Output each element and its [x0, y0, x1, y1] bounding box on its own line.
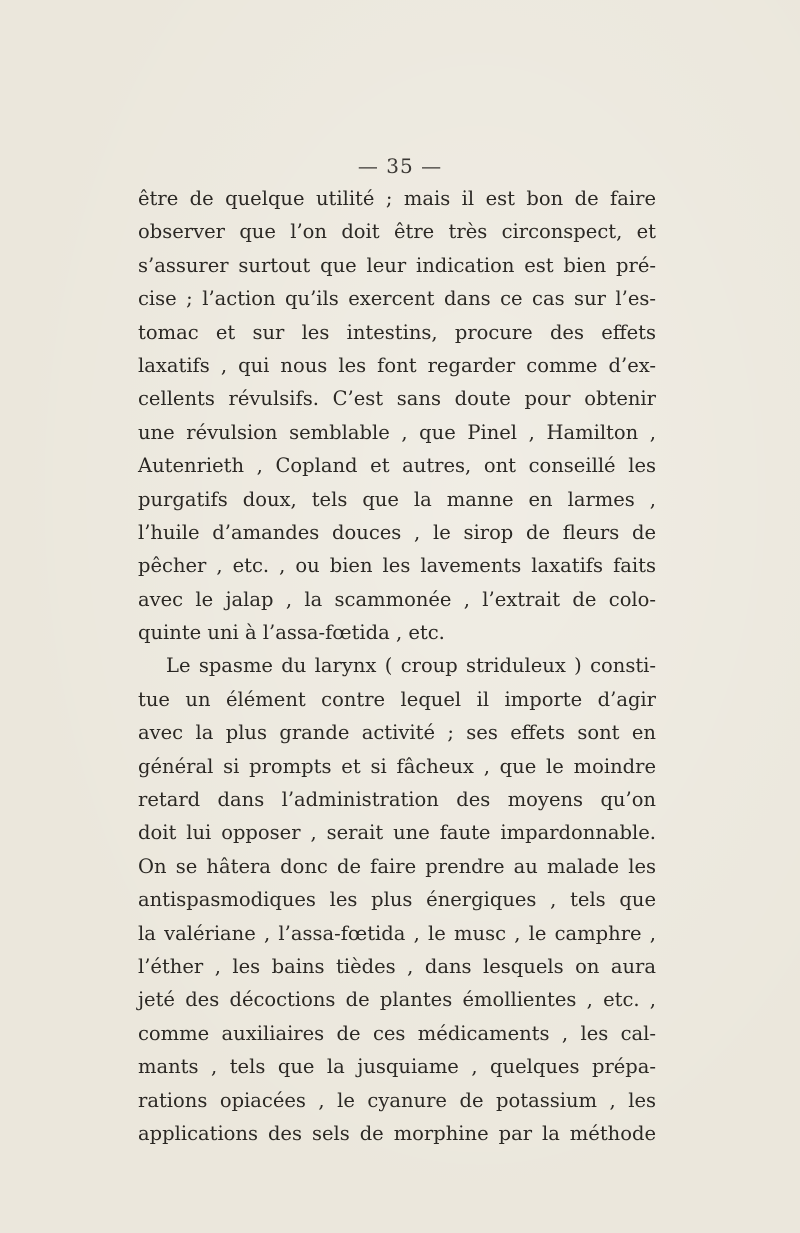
text-line: pêcher , etc. , ou bien les lavements laxatifs faits — [138, 554, 656, 578]
text-line: On se hâtera donc de faire prendre au malade les — [138, 854, 656, 878]
text-line: observer que l’on doit être très circonspect, et — [138, 220, 656, 244]
text-line: mants , tels que la jusquiame , quelques prépa- — [138, 1055, 656, 1079]
text-line: purgatifs doux, tels que la manne en larmes , — [138, 487, 656, 511]
text-line: la valériane , l’assa-fœtida , le musc , le camphre , — [138, 921, 656, 945]
text-line: Le spasme du larynx ( croup striduleux ) consti- — [166, 654, 656, 678]
text-line: l’éther , les bains tièdes , dans lesquels on aura — [138, 954, 656, 978]
text-line: général si prompts et si fâcheux , que le moindre — [138, 754, 656, 778]
text-line: s’assurer surtout que leur indication est bien pré- — [138, 253, 656, 277]
text-line: être de quelque utilité ; mais il est bon de faire — [138, 187, 656, 210]
text-line: une révulsion semblable , que Pinel , Hamilton , — [138, 420, 656, 444]
text-line: applications des sels de morphine par la méthode — [138, 1121, 656, 1145]
text-line: jeté des décoctions de plantes émollientes , etc. , — [138, 988, 656, 1012]
text-line: rations opiacées , le cyanure de potassium , les — [138, 1088, 656, 1112]
text-line: laxatifs , qui nous les font regarder comme d’ex- — [138, 353, 656, 377]
text-line: cise ; l’action qu’ils exercent dans ce cas sur l’es- — [138, 287, 656, 311]
text-line: quinte uni à l’assa-fœtida , etc. — [138, 621, 445, 645]
text-line: cellents révulsifs. C’est sans doute pour obtenir — [138, 387, 656, 411]
text-line: avec la plus grande activité ; ses effets sont en — [138, 721, 656, 745]
page-number: — 35 — — [357, 154, 443, 178]
text-line: tue un élément contre lequel il importe d’agir — [138, 687, 656, 711]
text-line: antispasmodiques les plus énergiques , tels que — [138, 888, 656, 912]
text-line: comme auxiliaires de ces médicaments , les cal- — [138, 1021, 656, 1045]
text-line: l’huile d’amandes douces , le sirop de fleurs de — [138, 520, 656, 544]
text-line: retard dans l’administration des moyens qu’on — [138, 788, 656, 812]
text-line: tomac et sur les intestins, procure des effets — [138, 320, 656, 344]
text-line: avec le jalap , la scammonée , l’extrait de colo- — [138, 587, 656, 611]
body-text — [138, 182, 656, 1150]
text-line: Autenrieth , Copland et autres, ont conseillé les — [138, 454, 656, 478]
text-line: doit lui opposer , serait une faute impardonnable. — [138, 821, 656, 845]
